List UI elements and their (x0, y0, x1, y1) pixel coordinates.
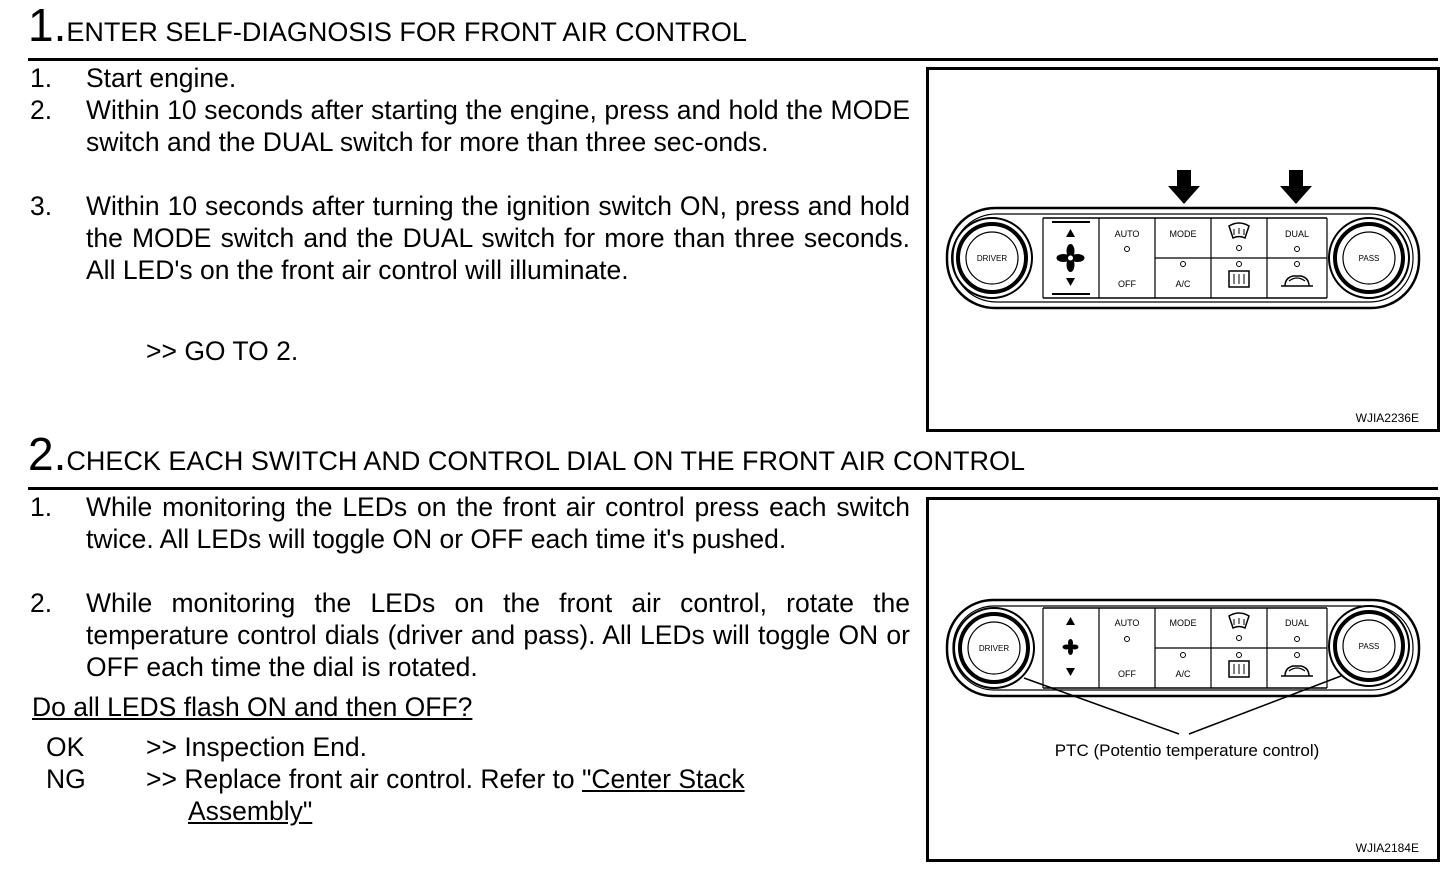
ok-label: OK (46, 732, 85, 762)
section-1-title: ENTER SELF-DIAGNOSIS FOR FRONT AIR CONTROL (66, 17, 747, 47)
front-defrost-icon (1229, 223, 1249, 238)
section-1-rule (28, 58, 1438, 61)
section-2-step-1 (30, 491, 910, 555)
section-2-rule (28, 487, 1438, 490)
arrow-down-icon (1168, 170, 1200, 204)
rear-defrost-icon (1229, 661, 1249, 677)
off-label: OFF (1118, 279, 1136, 289)
ac-label: A/C (1175, 669, 1191, 679)
step-text: Within 10 seconds after starting the engine, press and hold the MODE switch and the DUAL switch for more than three sec-onds. (86, 95, 910, 157)
fan-speed-control (1057, 229, 1085, 286)
center-stack-link[interactable]: "Center Stack (582, 764, 745, 794)
recirculation-icon (1281, 666, 1313, 676)
dual-label: DUAL (1284, 229, 1310, 239)
figure-2-code: WJIA2184E (1355, 841, 1419, 855)
pass-label: PASS (1358, 254, 1380, 263)
driver-dial (952, 218, 1032, 298)
front-defrost-icon (1229, 613, 1249, 628)
section-1-step-3 (30, 190, 910, 286)
figure-1-box (926, 67, 1440, 432)
mode-label: MODE (1169, 229, 1197, 239)
section-1-step-1 (30, 62, 910, 94)
pass-label: PASS (1358, 642, 1380, 651)
up-triangle-icon (1066, 617, 1075, 625)
dual-label: DUAL (1284, 618, 1310, 628)
pass-dial (1329, 218, 1409, 298)
step-number: 2. (30, 588, 53, 618)
section-2-title: CHECK EACH SWITCH AND CONTROL DIAL ON THE FRONT AIR CONTROL (66, 446, 1025, 476)
down-triangle-icon (1066, 668, 1075, 676)
down-triangle-icon (1066, 278, 1075, 286)
figure-2-box (926, 497, 1440, 862)
off-label: OFF (1118, 669, 1136, 679)
driver-dial (954, 608, 1034, 688)
driver-label: DRIVER (976, 254, 1008, 263)
ng-result-text: >> Replace front air control. Refer to (146, 764, 575, 794)
section-1-step-2 (30, 94, 910, 158)
section-2-number: 2. (28, 428, 67, 480)
driver-label: DRIVER (978, 644, 1010, 653)
auto-label: AUTO (1114, 229, 1140, 239)
section-1-heading (28, 0, 747, 51)
fan-speed-control (1063, 617, 1079, 676)
front-air-control-ptc-diagram (929, 500, 1437, 859)
section-1-number: 1. (28, 0, 67, 51)
front-air-control-diagram (929, 70, 1437, 429)
ac-label: A/C (1175, 279, 1191, 289)
arrow-down-icon (1280, 170, 1312, 204)
rear-defrost-icon (1229, 271, 1249, 287)
fan-icon (1063, 639, 1079, 655)
center-stack-link-continued[interactable]: Assembly" (188, 796, 313, 826)
step-number: 1. (30, 63, 53, 93)
section-2-step-2 (30, 587, 910, 683)
mode-label: MODE (1169, 618, 1197, 628)
step-number: 1. (30, 492, 53, 522)
up-triangle-icon (1066, 229, 1075, 237)
step-text: While monitoring the LEDs on the front air control press each switch twice. All LEDs will toggle ON or OFF each time it's pushed. (86, 492, 910, 554)
ptc-label: PTC (Potentio temperature control) (1054, 741, 1320, 760)
ng-result (146, 763, 745, 795)
section-2-heading (28, 428, 1025, 480)
fan-icon (1057, 244, 1085, 272)
auto-label: AUTO (1114, 618, 1140, 628)
step-number: 3. (30, 191, 53, 221)
step-text: While monitoring the LEDs on the front air control, rotate the temperature control dials (driver and pass). All LEDs will toggle ON or OFF each time the dial is rotated. (86, 588, 910, 682)
step-number: 2. (30, 95, 53, 125)
pass-dial (1329, 606, 1409, 686)
recirculation-icon (1281, 276, 1313, 286)
ptc-leader-lines (1024, 676, 1341, 734)
goto-next-step: >> GO TO 2. (146, 336, 299, 366)
ok-result: >> Inspection End. (146, 732, 367, 762)
step-text: Within 10 seconds after turning the ignition switch ON, press and hold the MODE switch and the DUAL switch for more than three seconds. All LED's on the front air control will illuminate. (86, 191, 910, 285)
figure-1-code: WJIA2236E (1355, 411, 1419, 425)
ng-label: NG (46, 764, 86, 794)
question-text: Do all LEDS flash ON and then OFF? (32, 692, 473, 722)
step-text: Start engine. (86, 63, 237, 93)
